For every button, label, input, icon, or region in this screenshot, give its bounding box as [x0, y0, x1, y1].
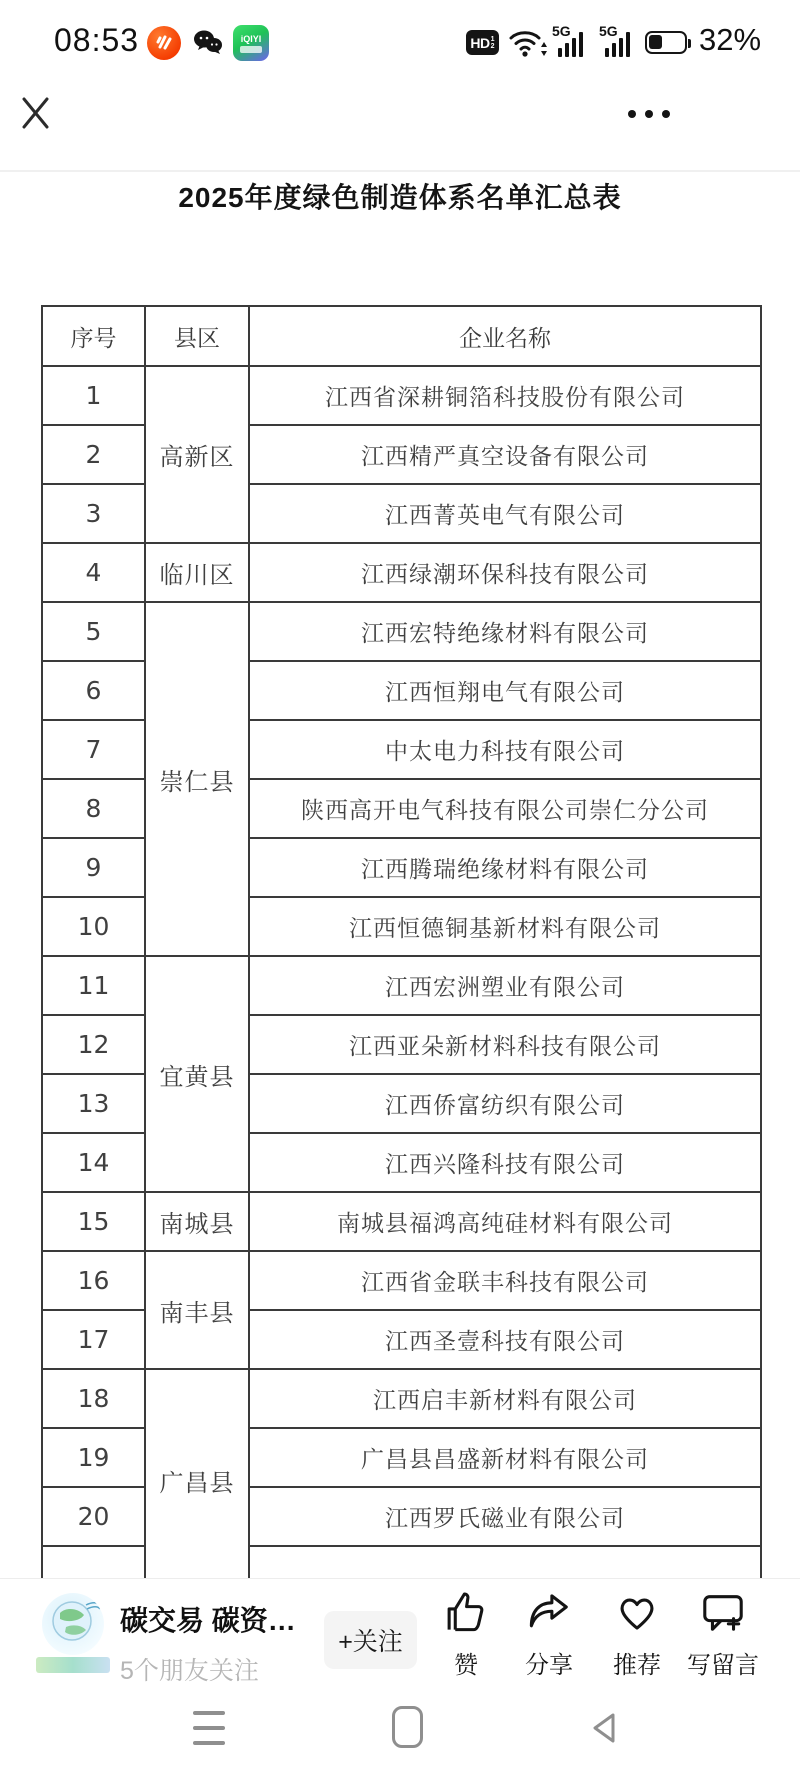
action-label: 赞 [454, 1652, 478, 1679]
table-header-row [42, 306, 761, 366]
row-number-cell: 11 [42, 956, 145, 1015]
row-number-cell: 15 [42, 1192, 145, 1251]
document-title: 2025年度绿色制造体系名单汇总表 [178, 182, 622, 213]
company-cell: 江西绿潮环保科技有限公司 [249, 543, 761, 602]
account-action-bar [0, 1578, 800, 1703]
android-nav-bar [0, 1703, 800, 1778]
header-divider [0, 170, 800, 172]
back-icon[interactable] [586, 1709, 624, 1752]
row-number-cell: 9 [42, 838, 145, 897]
company-cell: 江西精严真空设备有限公司 [249, 425, 761, 484]
district-cell: 高新区 [145, 366, 249, 543]
company-cell: 江西宏洲塑业有限公司 [249, 956, 761, 1015]
company-cell: 江西兴隆科技有限公司 [249, 1133, 761, 1192]
table-row [42, 1192, 761, 1251]
company-cell: 陕西高开电气科技有限公司崇仁分公司 [249, 779, 761, 838]
row-number-cell: 14 [42, 1133, 145, 1192]
row-number-cell: 3 [42, 484, 145, 543]
wechat-app-icon [191, 26, 225, 60]
district-cell: 宜黄县 [145, 956, 249, 1192]
summary-table-container [41, 305, 762, 1578]
company-cell: 江西启丰新材料有限公司 [249, 1369, 761, 1428]
avatar[interactable] [42, 1593, 104, 1655]
status-bar [0, 0, 800, 85]
company-cell: 江西侨富纺织有限公司 [249, 1074, 761, 1133]
row-number-cell: 6 [42, 661, 145, 720]
signal-bars-icon: 5G [552, 25, 588, 57]
home-icon[interactable] [392, 1706, 423, 1748]
iqiyi-label: iQIYI [240, 33, 262, 44]
company-cell: 江西省金联丰科技有限公司 [249, 1251, 761, 1310]
recents-menu-icon[interactable] [193, 1711, 225, 1745]
column-header: 序号 [42, 306, 145, 366]
row-number-cell: 20 [42, 1487, 145, 1546]
hd-voice-icon: HD 1 2 [466, 30, 499, 55]
follow-button[interactable]: +关注 [324, 1611, 417, 1669]
clock-time: 08:53 [54, 22, 140, 58]
close-icon[interactable] [18, 94, 58, 134]
signal-bars-icon: 5G [599, 25, 635, 57]
district-cell: 南城县 [145, 1192, 249, 1251]
district-cell: 崇仁县 [145, 602, 249, 956]
table-row [42, 602, 761, 661]
row-number-cell: 16 [42, 1251, 145, 1310]
summary-table [41, 305, 762, 1578]
battery-percent: 32% [699, 22, 762, 57]
share-button[interactable] [506, 1589, 592, 1680]
iqiyi-app-icon [233, 25, 269, 61]
row-number-cell: 2 [42, 425, 145, 484]
company-cell: 南城县福鸿高纯硅材料有限公司 [249, 1192, 761, 1251]
company-cell: 广昌县昌盛新材料有限公司 [249, 1428, 761, 1487]
company-cell: 江西省深耕铜箔科技股份有限公司 [249, 366, 761, 425]
row-number-cell: 19 [42, 1428, 145, 1487]
wifi-icon [508, 27, 548, 64]
company-cell [249, 1546, 761, 1578]
company-cell: 江西亚朵新材料科技有限公司 [249, 1015, 761, 1074]
heart-icon [614, 1589, 660, 1640]
action-label: 写留言 [687, 1652, 759, 1679]
action-label: 分享 [525, 1652, 573, 1679]
column-header: 企业名称 [249, 306, 761, 366]
company-cell: 江西恒德铜基新材料有限公司 [249, 897, 761, 956]
action-label: 推荐 [613, 1652, 661, 1679]
district-cell: 临川区 [145, 543, 249, 602]
district-cell: 广昌县 [145, 1369, 249, 1578]
avatar-logo-text [36, 1657, 110, 1673]
company-cell: 中太电力科技有限公司 [249, 720, 761, 779]
table-row [42, 1369, 761, 1428]
row-number-cell: 5 [42, 602, 145, 661]
company-cell: 江西罗氏磁业有限公司 [249, 1487, 761, 1546]
iqiyi-subtext [240, 46, 262, 53]
more-options-icon[interactable] [628, 100, 692, 128]
table-row [42, 366, 761, 425]
row-number-cell: 13 [42, 1074, 145, 1133]
company-cell: 江西腾瑞绝缘材料有限公司 [249, 838, 761, 897]
row-number-cell: 10 [42, 897, 145, 956]
row-number-cell: 18 [42, 1369, 145, 1428]
comment-icon [700, 1589, 746, 1640]
table-row [42, 1251, 761, 1310]
account-name[interactable]: 碳交易 碳资… [120, 1605, 296, 1636]
company-cell: 江西菁英电气有限公司 [249, 484, 761, 543]
row-number-cell: 7 [42, 720, 145, 779]
battery-icon [645, 31, 687, 54]
row-number-cell: 12 [42, 1015, 145, 1074]
table-row [42, 956, 761, 1015]
row-number-cell: 4 [42, 543, 145, 602]
company-cell: 江西宏特绝缘材料有限公司 [249, 602, 761, 661]
table-row [42, 543, 761, 602]
share-icon [526, 1589, 572, 1640]
comment-button[interactable] [680, 1589, 766, 1680]
thumb-up-icon [443, 1589, 489, 1640]
row-number-cell: 17 [42, 1310, 145, 1369]
row-number-cell: 1 [42, 366, 145, 425]
music-app-icon [147, 26, 181, 60]
district-cell: 南丰县 [145, 1251, 249, 1369]
like-button[interactable] [423, 1589, 509, 1680]
column-header: 县区 [145, 306, 249, 366]
company-cell: 江西圣壹科技有限公司 [249, 1310, 761, 1369]
company-cell: 江西恒翔电气有限公司 [249, 661, 761, 720]
followers-count: 5个朋友关注 [120, 1657, 259, 1685]
recommend-button[interactable] [594, 1589, 680, 1680]
row-number-cell: 8 [42, 779, 145, 838]
row-number-cell [42, 1546, 145, 1578]
